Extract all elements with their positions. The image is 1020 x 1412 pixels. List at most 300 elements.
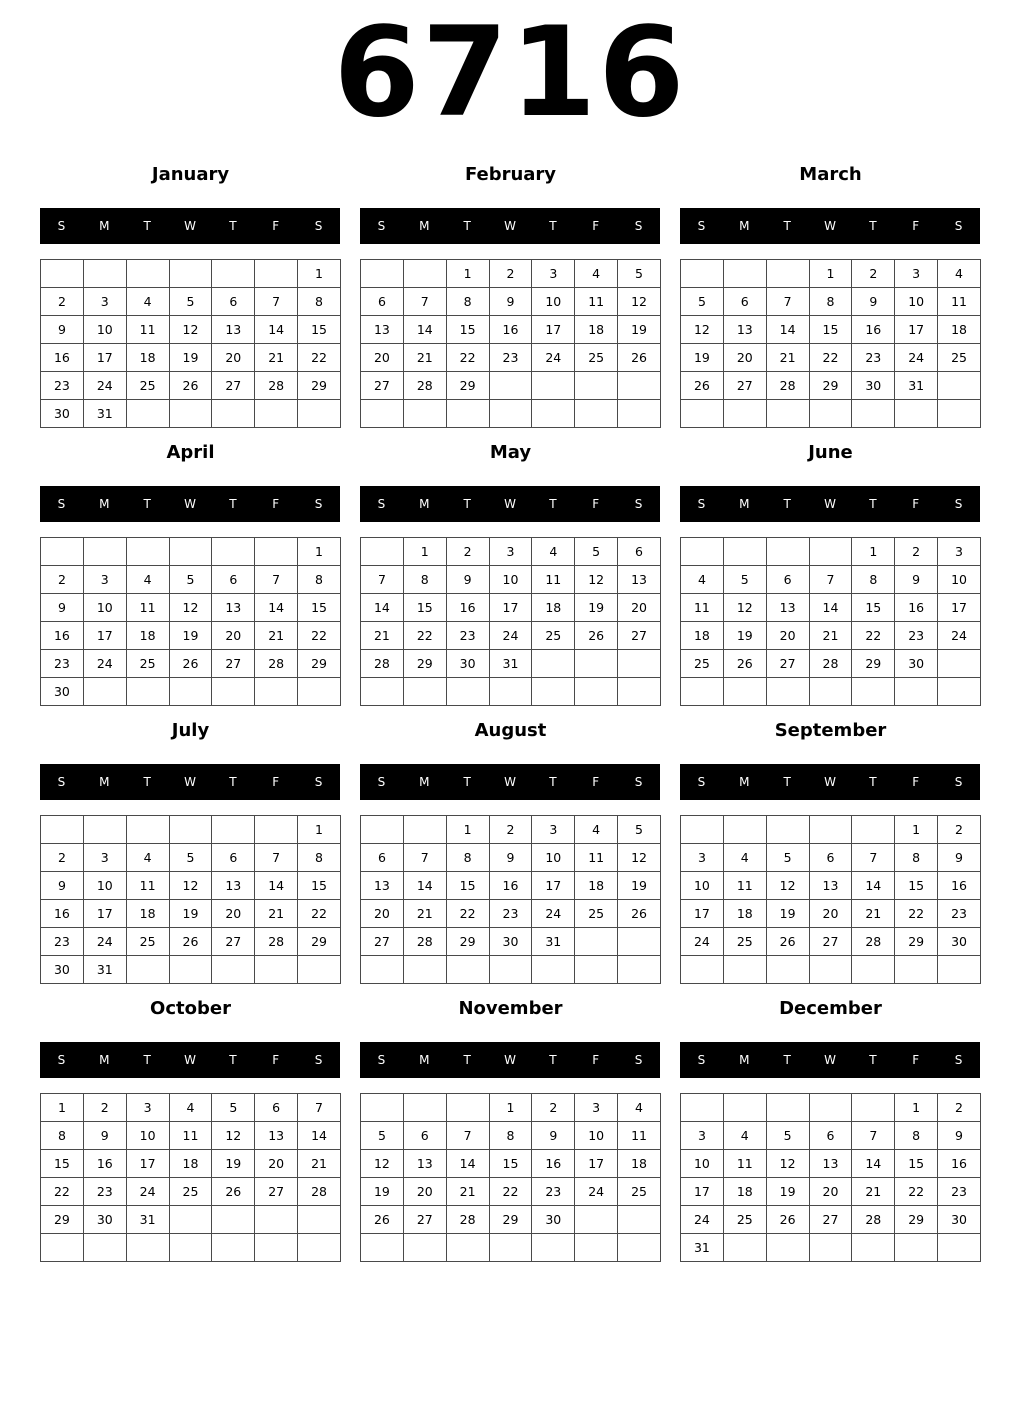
day-cell: 3 [681,1122,724,1150]
day-cell: 3 [938,538,981,566]
day-cell: 2 [83,1094,126,1122]
day-cell: 4 [723,844,766,872]
day-cell: 31 [681,1234,724,1262]
day-cell: 14 [255,594,298,622]
day-cell: 28 [255,650,298,678]
week-row [41,288,341,316]
day-cell: 23 [41,650,84,678]
day-cell: 23 [41,928,84,956]
day-cell: 29 [809,372,852,400]
empty-day-cell [895,400,938,428]
day-cell: 15 [895,1150,938,1178]
day-cell: 27 [212,372,255,400]
weekday-label: W [184,219,196,233]
weekday-header [40,208,340,244]
empty-day-cell [298,1206,341,1234]
day-cell: 1 [895,1094,938,1122]
weekday-label: T [783,775,791,789]
empty-day-cell [681,1094,724,1122]
weekday-label: F [592,775,600,789]
week-row [361,288,661,316]
day-cell: 28 [255,928,298,956]
day-cell: 10 [895,288,938,316]
day-cell: 26 [169,372,212,400]
day-cell: 11 [938,288,981,316]
weekday-label: W [824,219,836,233]
day-cell: 23 [938,1178,981,1206]
day-cell: 12 [766,872,809,900]
weekday-header [360,1042,660,1078]
week-row [681,1122,981,1150]
weekday-label: S [57,775,66,789]
day-cell: 27 [361,372,404,400]
day-cell: 1 [489,1094,532,1122]
day-cell: 14 [403,316,446,344]
day-cell: 2 [938,1094,981,1122]
day-cell: 13 [809,1150,852,1178]
weekday-label: S [697,219,706,233]
day-cell: 28 [361,650,404,678]
day-cell: 7 [255,566,298,594]
weekday-label: W [184,1053,196,1067]
empty-day-cell [618,678,661,706]
day-cell: 12 [575,566,618,594]
day-cell: 16 [852,316,895,344]
weekday-label: T [463,497,471,511]
weekday-header [40,764,340,800]
day-cell: 31 [489,650,532,678]
day-cell: 9 [41,872,84,900]
empty-day-cell [809,538,852,566]
empty-day-cell [723,1234,766,1262]
weekday-label: M [99,775,110,789]
weekday-label: W [824,775,836,789]
day-cell: 16 [41,622,84,650]
empty-day-cell [403,260,446,288]
day-cell: 14 [852,872,895,900]
weekday-header [680,486,980,522]
day-cell: 14 [852,1150,895,1178]
week-row [41,650,341,678]
day-cell: 9 [489,844,532,872]
day-cell: 3 [895,260,938,288]
day-cell: 26 [361,1206,404,1234]
day-cell: 19 [212,1150,255,1178]
empty-day-cell [575,400,618,428]
weekday-header [360,486,660,522]
day-cell: 2 [532,1094,575,1122]
empty-day-cell [361,538,404,566]
day-cell: 29 [403,650,446,678]
week-row [361,1178,661,1206]
day-cell: 20 [723,344,766,372]
empty-day-cell [126,400,169,428]
week-row [681,594,981,622]
day-cell: 21 [298,1150,341,1178]
empty-day-cell [938,372,981,400]
day-cell: 19 [618,316,661,344]
day-cell: 20 [809,900,852,928]
empty-day-cell [41,538,84,566]
week-row [361,650,661,678]
weekday-label: S [697,497,706,511]
day-cell: 7 [766,288,809,316]
day-cell: 13 [403,1150,446,1178]
day-cell: 11 [575,288,618,316]
day-cell: 24 [532,344,575,372]
week-row [681,566,981,594]
day-cell: 13 [809,872,852,900]
day-cell: 12 [618,288,661,316]
empty-day-cell [681,260,724,288]
day-cell: 17 [681,1178,724,1206]
day-cell: 9 [532,1122,575,1150]
week-row [41,400,341,428]
weekday-label: F [272,1053,280,1067]
day-cell: 11 [723,1150,766,1178]
weekday-label: M [99,1053,110,1067]
week-row [41,816,341,844]
day-cell: 18 [126,344,169,372]
weekday-label: M [99,219,110,233]
empty-day-cell [852,678,895,706]
day-cell: 24 [938,622,981,650]
empty-day-cell [255,678,298,706]
empty-day-cell [938,678,981,706]
day-cell: 25 [681,650,724,678]
empty-day-cell [446,1094,489,1122]
day-grid [680,1093,981,1262]
empty-day-cell [169,816,212,844]
day-cell: 17 [126,1150,169,1178]
empty-day-cell [446,1234,489,1262]
day-cell: 23 [489,900,532,928]
month-name: February [464,164,557,185]
day-cell: 25 [126,650,169,678]
day-cell: 27 [766,650,809,678]
weekday-label: F [912,219,920,233]
day-cell: 11 [575,844,618,872]
weekday-label: T [869,775,877,789]
empty-day-cell [489,956,532,984]
day-cell: 12 [361,1150,404,1178]
weekday-label: S [57,219,66,233]
day-cell: 18 [532,594,575,622]
week-row [681,400,981,428]
empty-day-cell [126,260,169,288]
day-cell: 4 [126,566,169,594]
weekday-header [360,764,660,800]
day-cell: 8 [298,566,341,594]
weekday-label: T [869,1053,877,1067]
day-cell: 3 [126,1094,169,1122]
day-cell: 11 [681,594,724,622]
empty-day-cell [255,816,298,844]
day-cell: 23 [532,1178,575,1206]
day-cell: 6 [361,288,404,316]
week-row [41,316,341,344]
empty-day-cell [618,1234,661,1262]
empty-day-cell [169,260,212,288]
week-row [41,844,341,872]
weekday-label: F [592,219,600,233]
day-cell: 19 [169,622,212,650]
day-cell: 15 [298,872,341,900]
empty-day-cell [681,400,724,428]
weekday-label: T [229,1053,237,1067]
empty-day-cell [255,1234,298,1262]
empty-day-cell [83,1234,126,1262]
day-cell: 25 [532,622,575,650]
day-cell: 8 [41,1122,84,1150]
day-cell: 3 [681,844,724,872]
day-cell: 2 [41,844,84,872]
empty-day-cell [212,538,255,566]
day-cell: 17 [532,872,575,900]
weekday-label: S [314,219,323,233]
week-row [41,538,341,566]
day-cell: 29 [446,372,489,400]
week-row [41,1206,341,1234]
day-cell: 11 [618,1122,661,1150]
day-cell: 26 [681,372,724,400]
day-cell: 22 [298,344,341,372]
day-cell: 14 [298,1122,341,1150]
day-cell: 8 [446,288,489,316]
day-cell: 21 [403,344,446,372]
day-cell: 26 [618,344,661,372]
weekday-label: W [184,775,196,789]
day-grid [40,815,341,984]
week-row [681,260,981,288]
day-cell: 7 [809,566,852,594]
day-cell: 15 [895,872,938,900]
day-cell: 12 [169,316,212,344]
day-cell: 30 [41,400,84,428]
day-cell: 12 [723,594,766,622]
day-cell: 24 [895,344,938,372]
week-row [361,344,661,372]
empty-day-cell [766,400,809,428]
day-cell: 19 [723,622,766,650]
day-cell: 28 [766,372,809,400]
weekday-label: M [739,1053,750,1067]
empty-day-cell [212,678,255,706]
day-cell: 19 [169,344,212,372]
day-cell: 28 [298,1178,341,1206]
day-cell: 19 [681,344,724,372]
day-cell: 22 [403,622,446,650]
empty-day-cell [852,1234,895,1262]
day-cell: 18 [938,316,981,344]
day-cell: 26 [169,928,212,956]
week-row [681,650,981,678]
week-row [361,928,661,956]
weekday-label: F [912,1053,920,1067]
day-cell: 7 [255,288,298,316]
day-cell: 6 [212,844,255,872]
weekday-label: T [229,219,237,233]
month-name: July [171,720,210,741]
day-cell: 9 [41,316,84,344]
empty-day-cell [809,1094,852,1122]
day-cell: 5 [212,1094,255,1122]
empty-day-cell [938,400,981,428]
week-row [41,566,341,594]
empty-day-cell [766,538,809,566]
day-cell: 30 [852,372,895,400]
day-cell: 26 [723,650,766,678]
day-cell: 2 [446,538,489,566]
day-cell: 18 [126,622,169,650]
empty-day-cell [681,678,724,706]
day-cell: 1 [852,538,895,566]
weekday-header [680,208,980,244]
day-cell: 4 [126,288,169,316]
empty-day-cell [41,1234,84,1262]
weekday-header [40,486,340,522]
day-cell: 24 [126,1178,169,1206]
day-cell: 21 [446,1178,489,1206]
day-cell: 1 [446,260,489,288]
day-cell: 30 [41,956,84,984]
empty-day-cell [766,260,809,288]
empty-day-cell [361,400,404,428]
day-cell: 29 [895,1206,938,1234]
day-cell: 9 [83,1122,126,1150]
empty-day-cell [681,816,724,844]
day-cell: 15 [446,872,489,900]
weekday-label: S [954,497,963,511]
day-grid [360,815,661,984]
day-cell: 22 [852,622,895,650]
week-row [681,928,981,956]
week-row [41,900,341,928]
week-row [681,1094,981,1122]
empty-day-cell [532,1234,575,1262]
day-grid [360,259,661,428]
empty-day-cell [766,1234,809,1262]
week-row [681,956,981,984]
day-cell: 30 [489,928,532,956]
empty-day-cell [83,538,126,566]
day-cell: 2 [41,288,84,316]
empty-day-cell [723,400,766,428]
day-cell: 26 [766,1206,809,1234]
week-row [681,316,981,344]
day-cell: 27 [809,928,852,956]
empty-day-cell [723,678,766,706]
day-cell: 12 [618,844,661,872]
day-cell: 6 [809,844,852,872]
week-row [41,1234,341,1262]
day-cell: 21 [809,622,852,650]
day-cell: 22 [895,1178,938,1206]
empty-day-cell [766,956,809,984]
day-cell: 24 [83,650,126,678]
day-cell: 1 [298,260,341,288]
day-cell: 5 [723,566,766,594]
empty-day-cell [938,956,981,984]
day-grid [40,537,341,706]
day-cell: 11 [723,872,766,900]
weekday-label: S [377,1053,386,1067]
weekday-label: W [504,497,516,511]
weekday-label: M [739,497,750,511]
day-cell: 2 [489,816,532,844]
day-cell: 12 [169,872,212,900]
day-cell: 31 [895,372,938,400]
weekday-label: T [143,219,151,233]
day-cell: 20 [618,594,661,622]
day-cell: 14 [403,872,446,900]
day-cell: 22 [41,1178,84,1206]
empty-day-cell [298,400,341,428]
week-row [41,622,341,650]
weekday-label: T [463,775,471,789]
day-cell: 19 [575,594,618,622]
empty-day-cell [83,816,126,844]
week-row [41,1122,341,1150]
month-name: May [489,442,532,463]
day-cell: 11 [126,872,169,900]
empty-day-cell [618,1206,661,1234]
day-cell: 28 [403,928,446,956]
empty-day-cell [212,816,255,844]
day-cell: 11 [126,594,169,622]
day-grid [360,1093,661,1262]
weekday-label: M [419,219,430,233]
weekday-label: T [869,219,877,233]
day-cell: 27 [403,1206,446,1234]
empty-day-cell [575,928,618,956]
weekday-label: T [143,497,151,511]
month-name: January [151,164,230,185]
week-row [41,594,341,622]
day-cell: 13 [212,872,255,900]
day-cell: 3 [532,816,575,844]
day-cell: 1 [298,538,341,566]
weekday-label: M [739,775,750,789]
week-row [361,678,661,706]
day-cell: 7 [403,844,446,872]
day-cell: 9 [895,566,938,594]
day-cell: 7 [403,288,446,316]
day-cell: 16 [489,872,532,900]
empty-day-cell [575,956,618,984]
day-cell: 27 [618,622,661,650]
day-cell: 14 [255,872,298,900]
day-cell: 8 [895,844,938,872]
day-grid [40,259,341,428]
day-cell: 23 [83,1178,126,1206]
day-cell: 16 [489,316,532,344]
day-cell: 29 [446,928,489,956]
weekday-label: S [634,1053,643,1067]
day-cell: 9 [938,1122,981,1150]
day-cell: 10 [489,566,532,594]
day-cell: 4 [169,1094,212,1122]
empty-day-cell [532,678,575,706]
day-cell: 25 [126,372,169,400]
empty-day-cell [212,400,255,428]
day-cell: 12 [766,1150,809,1178]
week-row [361,1122,661,1150]
month-name: March [799,164,862,185]
empty-day-cell [446,678,489,706]
day-cell: 25 [575,344,618,372]
weekday-label: F [592,1053,600,1067]
